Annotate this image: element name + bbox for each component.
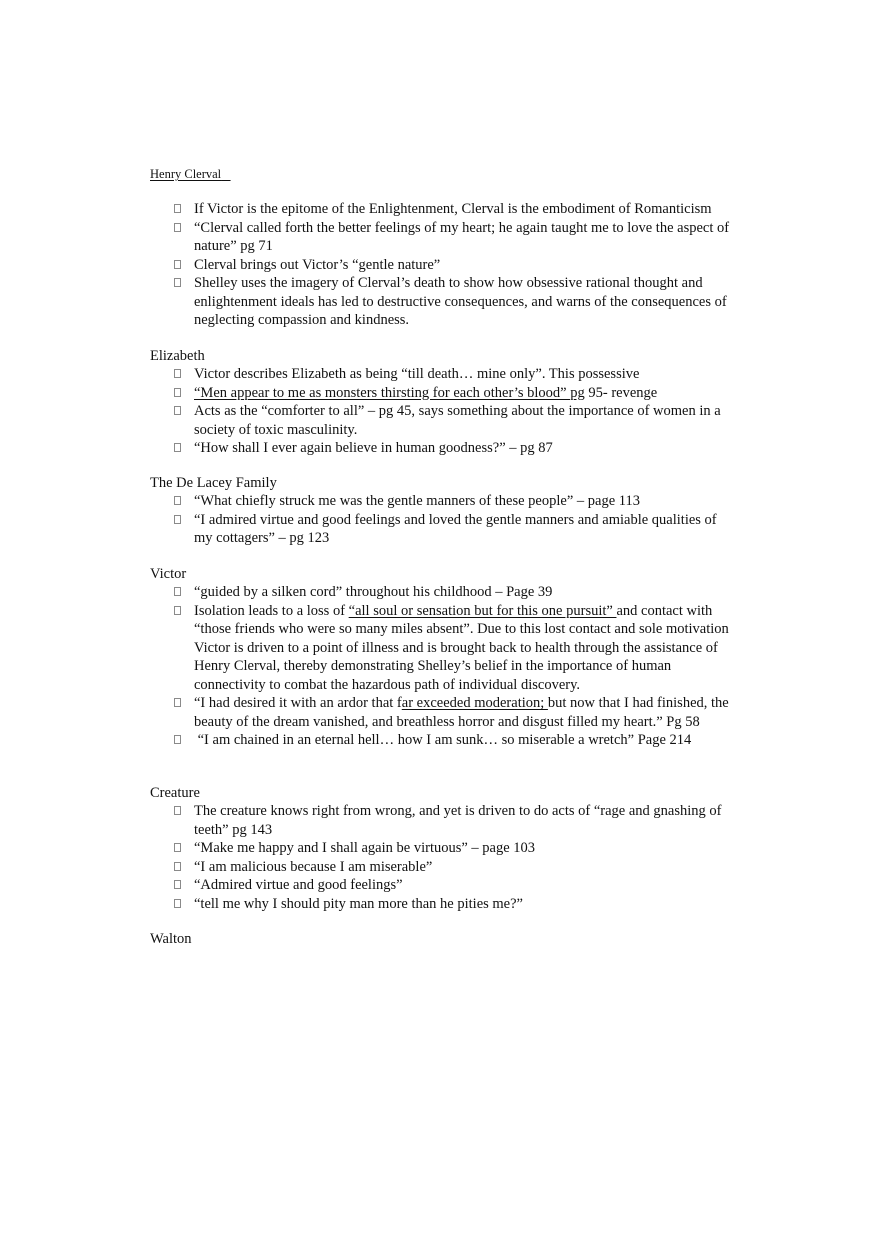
section-henry-clerval — [150, 166, 770, 330]
list-item — [150, 694, 734, 731]
bullet-list — [150, 802, 770, 913]
checkbox-bullet-icon — [174, 862, 181, 871]
list-item — [150, 274, 734, 330]
checkbox-bullet-icon — [174, 698, 181, 707]
checkbox-bullet-icon — [174, 606, 181, 615]
item-text: “tell me why I should pity man more than he pities me?” — [194, 895, 523, 912]
item-text: Clerval brings out Victor’s “gentle nature” — [194, 256, 441, 273]
section-heading: Walton — [150, 931, 192, 947]
item-text: “How shall I ever again believe in human goodness?” – pg 87 — [194, 440, 553, 456]
bullet-list — [150, 365, 770, 458]
item-text: “Make me happy and I shall again be virtuous” – page 103 — [194, 840, 536, 856]
section-victor — [150, 565, 770, 750]
checkbox-bullet-icon — [174, 806, 181, 815]
list-item — [150, 439, 734, 458]
list-item — [150, 365, 734, 384]
checkbox-bullet-icon — [174, 515, 181, 524]
section-de-lacey-family — [150, 474, 770, 548]
list-item — [150, 895, 734, 914]
section-heading: The De Lacey Family — [150, 475, 277, 491]
bullet-list — [150, 200, 770, 330]
checkbox-bullet-icon — [174, 735, 181, 744]
checkbox-bullet-icon — [174, 388, 181, 397]
checkbox-bullet-icon — [174, 843, 181, 852]
heading-trailing-underline — [221, 167, 230, 181]
list-item — [150, 876, 734, 895]
checkbox-bullet-icon — [174, 223, 181, 232]
heading-text: Henry Clerval — [150, 167, 222, 181]
section-walton — [150, 930, 770, 948]
checkbox-bullet-icon — [174, 278, 181, 287]
section-creature — [150, 784, 770, 913]
section-heading: Victor — [150, 566, 187, 582]
item-text: 95- revenge — [584, 384, 658, 401]
item-text: and contact with “those friends who were so many miles absent”. Due to this lost contact and sole motivation Victor is driven to a point of illness and is brought back to health through the assistance of Henry Clerval, thereby demonstrating Shelley’s belief in the importance of human connectivity to combat the hazardous path of individual discovery. — [194, 602, 729, 693]
item-text: “Clerval called forth the better feelings of my heart; he again taught me to love the aspect of nature” pg 71 — [194, 219, 730, 254]
item-text: Victor describes Elizabeth as being “till death… mine only”. This possessive — [194, 366, 640, 382]
list-item — [150, 256, 734, 275]
section-elizabeth — [150, 347, 770, 458]
item-text: If Victor is the epitome of the Enlightenment, Clerval is the embodiment of Romanticism — [194, 201, 712, 217]
item-text: “I admired virtue and good feelings and loved the gentle manners and amiable qualities of my cottagers” – pg 123 — [194, 511, 717, 546]
list-item — [150, 731, 734, 750]
checkbox-bullet-icon — [174, 587, 181, 596]
list-item — [150, 492, 734, 511]
list-item — [150, 200, 734, 219]
checkbox-bullet-icon — [174, 443, 181, 452]
section-heading: Elizabeth — [150, 348, 205, 364]
list-item — [150, 402, 734, 439]
checkbox-bullet-icon — [174, 496, 181, 505]
checkbox-bullet-icon — [174, 880, 181, 889]
item-text: “I am chained in an eternal hell… how I am sunk… so miserable a wretch” Page 214 — [194, 732, 692, 748]
list-item — [150, 384, 734, 403]
list-item — [150, 583, 734, 602]
item-text: but now that I had finished, the beauty of the dream vanished, and breathless horror and disgust filled my heart.” Pg 58 — [194, 695, 729, 730]
list-item — [150, 511, 734, 548]
checkbox-bullet-icon — [174, 406, 181, 415]
checkbox-bullet-icon — [174, 899, 181, 908]
item-text: “I had desired it with an ardor that f — [194, 695, 402, 711]
bullet-list — [150, 492, 770, 548]
item-text-underlined: “Men appear to me as monsters thirsting for each other’s blood” pg — [194, 384, 585, 401]
item-text: “guided by a silken cord” throughout his childhood – Page 39 — [194, 584, 553, 600]
list-item — [150, 839, 734, 858]
checkbox-bullet-icon — [174, 369, 181, 378]
item-text: “Admired virtue and good feelings” — [194, 877, 403, 893]
bullet-list — [150, 583, 770, 750]
item-text: Isolation leads to a loss of — [194, 602, 349, 619]
list-item — [150, 802, 734, 839]
item-text-underlined: “all soul or sensation but for this one pursuit” — [348, 602, 617, 619]
item-text: “What chiefly struck me was the gentle manners of these people” – page 113 — [194, 493, 640, 509]
item-text: Acts as the “comforter to all” – pg 45, says something about the importance of women in a society of toxic masculinity. — [194, 403, 721, 438]
list-item — [150, 858, 734, 877]
list-item — [150, 219, 734, 256]
item-text: The creature knows right from wrong, and yet is driven to do acts of “rage and gnashing of teeth” pg 143 — [194, 803, 722, 838]
item-text: Shelley uses the imagery of Clerval’s death to show how obsessive rational thought and enlightenment ideals has led to destructive consequences, and warns of the consequences of neglecting compassion and kindness. — [194, 275, 727, 328]
checkbox-bullet-icon — [174, 260, 181, 269]
section-heading — [150, 166, 770, 182]
item-text-underlined: ar exceeded moderation; — [401, 695, 548, 711]
item-text: “I am malicious because I am miserable” — [194, 858, 433, 875]
section-heading: Creature — [150, 785, 200, 801]
list-item — [150, 602, 734, 695]
checkbox-bullet-icon — [174, 204, 181, 213]
